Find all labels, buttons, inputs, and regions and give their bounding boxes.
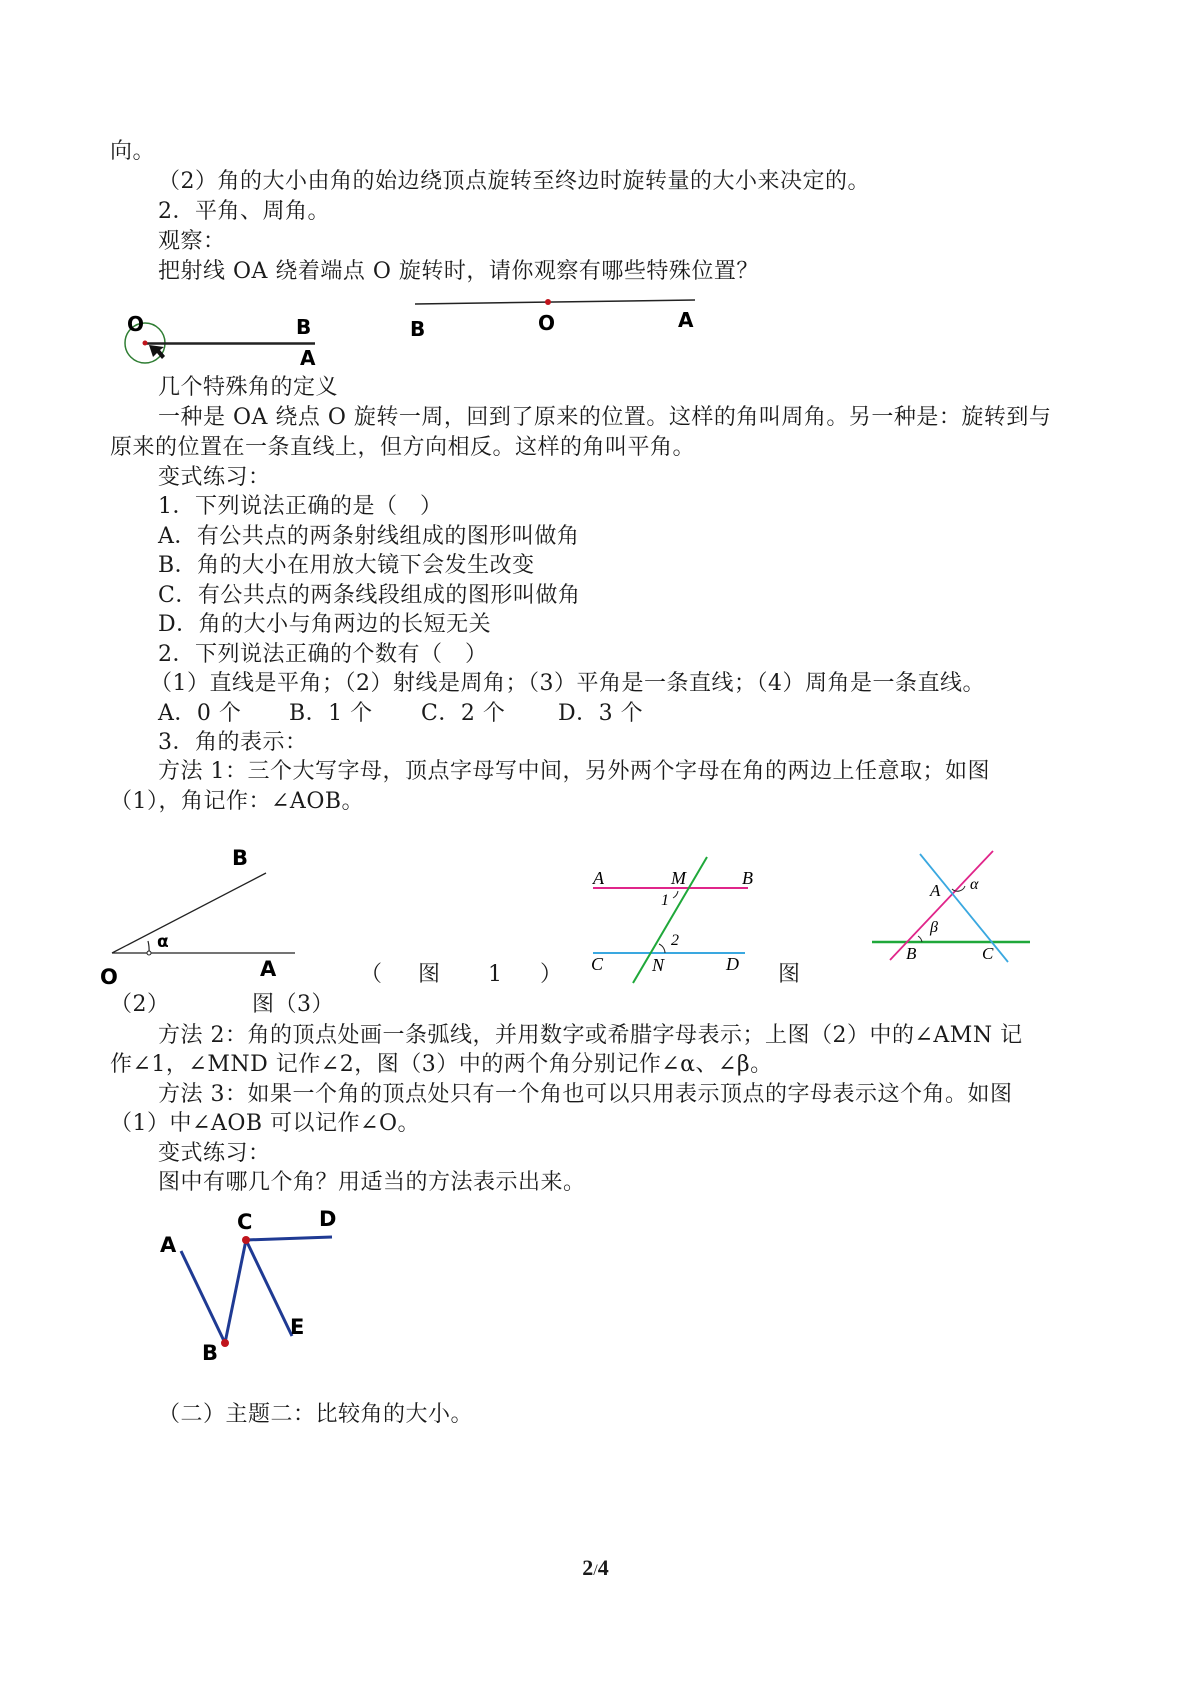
straight-line	[415, 300, 695, 304]
label-a: A	[160, 1233, 177, 1257]
label-b: B	[202, 1341, 219, 1365]
label-b: B	[906, 944, 917, 963]
text-line: D．角的大小与角两边的长短无关	[158, 612, 492, 637]
options-row	[158, 699, 643, 729]
label-beta: β	[930, 919, 938, 936]
text-line: （1），角记作：∠AOB。	[110, 789, 365, 814]
text-line: 变式练习：	[158, 465, 271, 490]
angle-2-arc	[659, 944, 665, 953]
label-o: O	[538, 311, 556, 335]
text-line: 方法 3：如果一个角的顶点处只有一个角也可以只用表示顶点的字母表示这个角。如图	[158, 1082, 1013, 1107]
label-b: B	[742, 868, 753, 888]
segment-ce	[246, 1240, 292, 1336]
text-line: C．有公共点的两条线段组成的图形叫做角	[158, 583, 581, 608]
label-o: O	[127, 312, 145, 336]
vertex-b-dot	[221, 1339, 229, 1347]
figure-3-caption: 图（3）	[252, 992, 334, 1017]
label-a: A	[593, 868, 604, 888]
text-line: （1）中∠AOB 可以记作∠O。	[110, 1111, 420, 1136]
label-a: A	[678, 308, 694, 332]
parallel-lines-figure	[585, 853, 795, 993]
page-number: 2/4	[582, 1555, 609, 1580]
angle-1-arc	[673, 891, 678, 898]
option-d: D．3 个	[558, 701, 644, 726]
label-m: M	[671, 868, 686, 888]
text-line: 几个特殊角的定义	[158, 375, 339, 400]
text-line: 变式练习：	[158, 1141, 271, 1166]
text-line: 向。	[110, 139, 156, 164]
text-line: 1．下列说法正确的是（ ）	[158, 494, 443, 519]
w-angles-figure	[150, 1198, 350, 1368]
label-a: A	[300, 346, 316, 370]
label-b: B	[232, 846, 249, 870]
label-c: C	[982, 944, 994, 963]
label-b: B	[296, 315, 312, 339]
label-c: C	[237, 1210, 253, 1234]
label-d: D	[319, 1207, 337, 1231]
triangle-angles-figure	[860, 845, 1045, 975]
straight-angle-figure	[405, 292, 705, 367]
option-a: A．0 个	[158, 701, 242, 726]
section-heading: （二）主题二：比较角的大小。	[158, 1402, 474, 1427]
label-a: A	[260, 957, 277, 981]
option-c: C．2 个	[421, 701, 506, 726]
figure-2-caption-num: （2）	[110, 992, 170, 1017]
text-line: 3．角的表示：	[158, 730, 308, 755]
label-e: E	[290, 1315, 305, 1339]
option-b: B．1 个	[289, 701, 373, 726]
text-line: 2．下列说法正确的个数有（ ）	[158, 642, 488, 667]
text-line: 方法 1：三个大写字母，顶点字母写中间，另外两个字母在角的两边上任意取；如图	[158, 759, 990, 784]
label-alpha: α	[157, 932, 169, 952]
ray-ob	[112, 873, 266, 953]
segment-ab	[181, 1251, 225, 1343]
label-n: N	[652, 955, 665, 975]
vertex-dot	[143, 341, 148, 346]
text-line: 把射线 OA 绕着端点 O 旋转时，请你观察有哪些特殊位置？	[158, 259, 759, 284]
label-2: 2	[671, 932, 679, 949]
transversal	[633, 857, 707, 983]
label-c: C	[591, 954, 604, 974]
text-line: （1）直线是平角；（2）射线是周角；（3）平角是一条直线；（4）周角是一条直线。	[150, 671, 985, 696]
text-line: 2．平角、周角。	[158, 199, 330, 224]
vertex-dot	[545, 299, 551, 305]
label-b: B	[410, 317, 426, 341]
label-alpha: α	[970, 876, 979, 893]
text-line: 作∠1，∠MND 记作∠2，图（3）中的两个角分别记作∠α、∠β。	[110, 1052, 773, 1077]
text-line: 一种是 OA 绕点 O 旋转一周，回到了原来的位置。这样的角叫周角。另一种是：旋转到与	[158, 405, 1052, 430]
angle-aob-figure	[100, 835, 320, 995]
label-o: O	[100, 965, 118, 989]
label-1: 1	[661, 892, 669, 909]
text-line: B．角的大小在用放大镜下会发生改变	[158, 553, 535, 578]
text-line: 方法 2：角的顶点处画一条弧线，并用数字或希腊字母表示；上图（2）中的∠AMN 记	[158, 1023, 1023, 1048]
vertex-c-dot	[242, 1236, 250, 1244]
label-d: D	[726, 954, 739, 974]
figure-2-caption-tu: 图	[778, 962, 801, 987]
arc-end	[147, 951, 151, 955]
segment-bc	[225, 1240, 246, 1343]
text-line: A．有公共点的两条射线组成的图形叫做角	[158, 524, 580, 549]
text-line: （2）角的大小由角的始边绕顶点旋转至终边时旋转量的大小来决定的。	[158, 169, 870, 194]
text-line: 图中有哪几个角？用适当的方法表示出来。	[158, 1170, 586, 1195]
text-line: 观察：	[158, 229, 226, 254]
text-line: 原来的位置在一条直线上，但方向相反。这样的角叫平角。	[110, 435, 696, 460]
line-ac	[920, 854, 1008, 962]
segment-cd	[246, 1237, 332, 1240]
label-a: A	[930, 881, 941, 900]
